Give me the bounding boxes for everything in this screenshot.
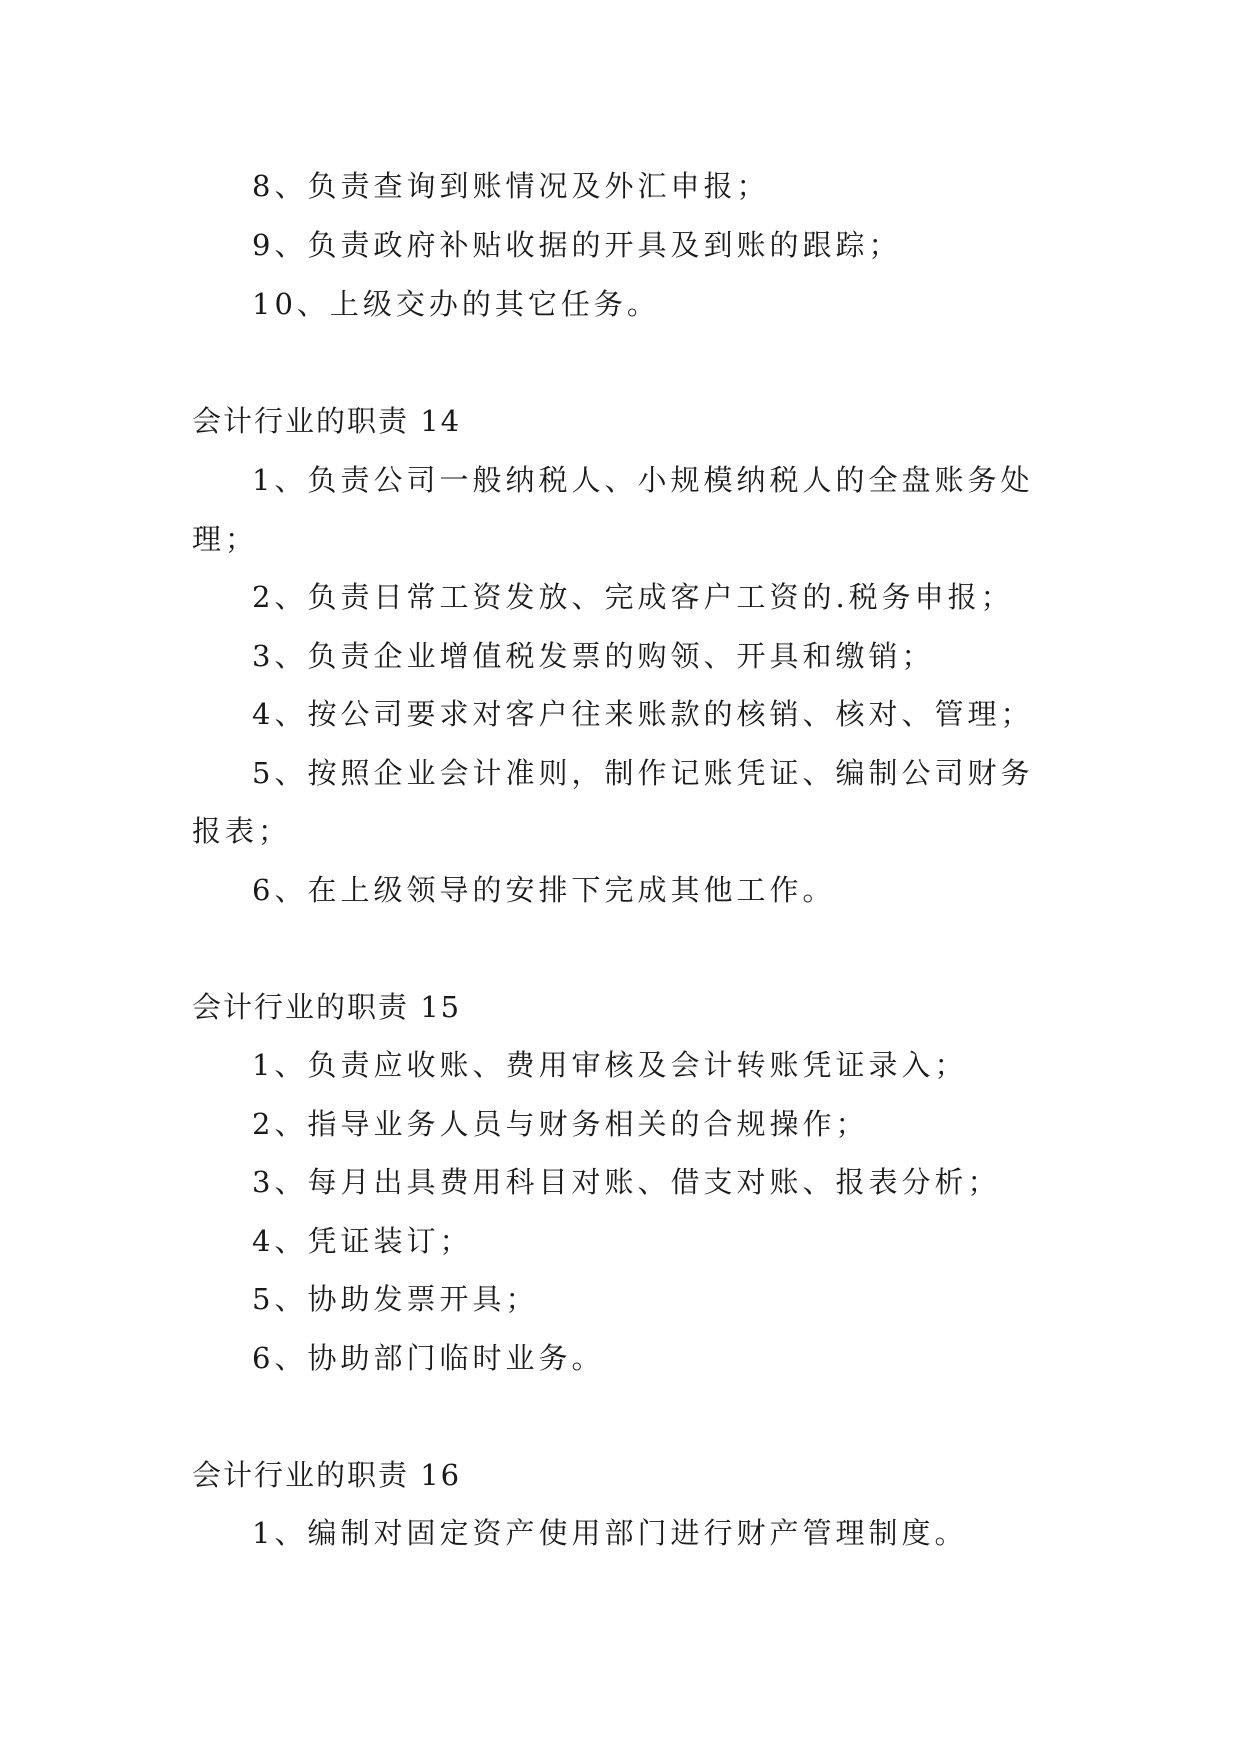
list-item: 6、协助部门临时业务。 xyxy=(252,1341,605,1375)
list-item-continuation: 报表； xyxy=(192,814,292,848)
list-item: 1、负责应收账、费用审核及会计转账凭证录入； xyxy=(252,1048,968,1082)
list-item: 9、负责政府补贴收据的开具及到账的跟踪； xyxy=(252,228,902,262)
list-item: 1、编制对固定资产使用部门进行财产管理制度。 xyxy=(252,1516,968,1550)
list-item: 6、在上级领导的安排下完成其他工作。 xyxy=(252,873,836,907)
section-heading: 会计行业的职责 14 xyxy=(192,404,462,438)
list-item: 3、负责企业增值税发票的购领、开具和缴销； xyxy=(252,639,935,673)
list-item: 1、负责公司一般纳税人、小规模纳税人的全盘账务处 xyxy=(252,463,1034,497)
list-item-continuation: 理； xyxy=(192,522,259,556)
list-item: 8、负责查询到账情况及外汇申报； xyxy=(252,169,770,203)
list-item: 10、上级交办的其它任务。 xyxy=(252,287,660,321)
list-item: 5、协助发票开具； xyxy=(252,1282,539,1316)
section-heading: 会计行业的职责 15 xyxy=(192,990,462,1024)
list-item: 5、按照企业会计准则，制作记账凭证、编制公司财务 xyxy=(252,756,1034,790)
section-heading: 会计行业的职责 16 xyxy=(192,1458,462,1492)
list-item: 4、按公司要求对客户往来账款的核销、核对、管理； xyxy=(252,697,1034,731)
list-item: 4、凭证装订； xyxy=(252,1224,473,1258)
list-item: 3、每月出具费用科目对账、借支对账、报表分析； xyxy=(252,1165,1001,1199)
list-item: 2、负责日常工资发放、完成客户工资的.税务申报； xyxy=(252,580,1014,614)
list-item: 2、指导业务人员与财务相关的合规操作； xyxy=(252,1107,869,1141)
